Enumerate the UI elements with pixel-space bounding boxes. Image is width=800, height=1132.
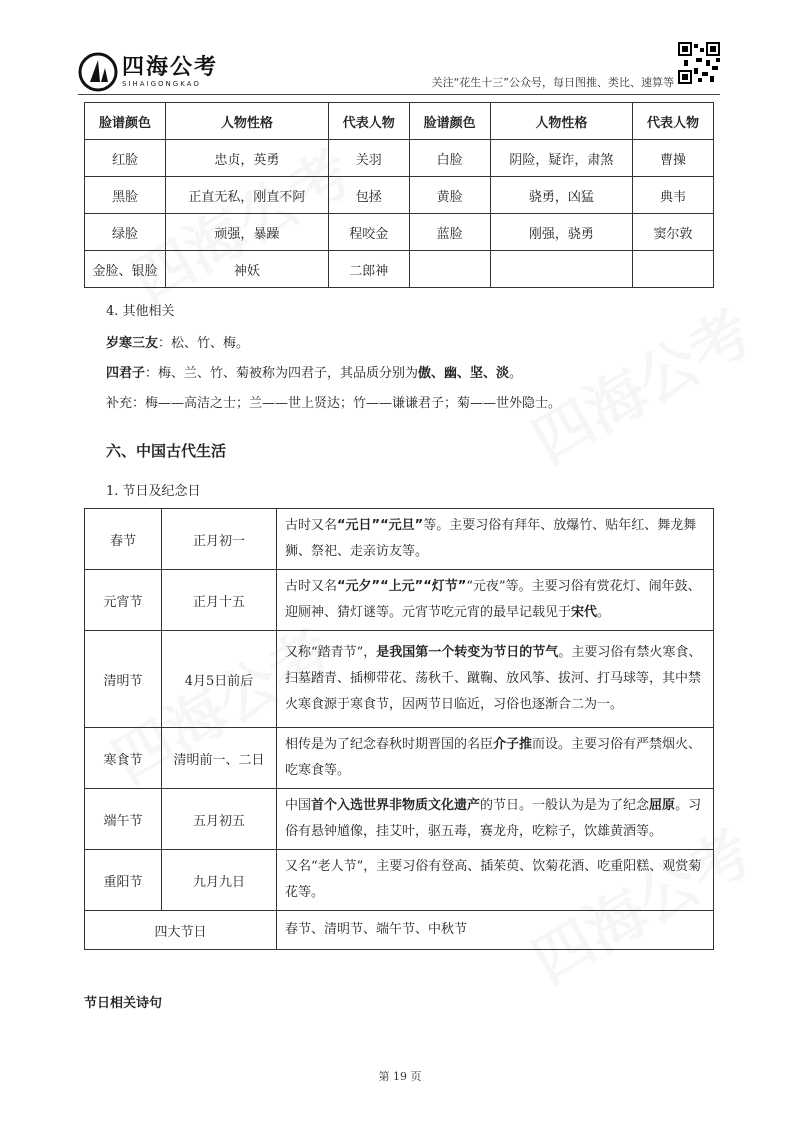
table-row xyxy=(85,570,714,631)
table-cell xyxy=(490,251,632,288)
table-cell: 四大节日 xyxy=(85,911,277,950)
logo xyxy=(78,52,218,92)
bold-text: 屈原 xyxy=(649,798,676,813)
page-header xyxy=(78,40,720,96)
table-cell: 骁勇，凶猛 xyxy=(490,177,632,214)
sail-logo-icon xyxy=(78,52,118,92)
bold-text: “元日”“元旦” xyxy=(337,518,424,533)
table-cell xyxy=(633,251,714,288)
text: 相传是为了纪念春秋时期晋国的名臣 xyxy=(285,737,494,752)
table-row xyxy=(85,631,714,728)
table-cell: 蓝脸 xyxy=(409,214,490,251)
table-cell: 典韦 xyxy=(633,177,714,214)
subsection-title: 1. 节日及纪念日 xyxy=(106,484,201,499)
table-cell: 白脸 xyxy=(409,140,490,177)
table-row xyxy=(85,214,714,251)
table-header-row xyxy=(85,103,714,140)
text: 等。主要习俗有拜年、放爆竹、贴年红、舞龙舞狮、祭祀、走亲访友等。 xyxy=(285,518,697,559)
festival-table xyxy=(84,508,714,950)
festival-date: 4月5日前后 xyxy=(162,631,277,728)
paragraph-supplement: 补充：梅——高洁之士；兰——世上贤达；竹——谦谦君子；菊——世外隐士。 xyxy=(106,396,562,411)
logo-subtitle: SIHAIGONGKAO xyxy=(122,80,201,88)
header-cell: 代表人物 xyxy=(633,103,714,140)
text: 。习俗有悬钟馗像，挂艾叶，驱五毒，赛龙舟，吃粽子，饮雄黄酒等。 xyxy=(285,798,702,839)
festival-date: 正月十五 xyxy=(162,570,277,631)
festival-description xyxy=(277,850,714,911)
festival-date: 清明前一、二日 xyxy=(162,728,277,789)
text: 又称“踏青节”， xyxy=(285,645,377,660)
table-row xyxy=(85,911,714,950)
term: 岁寒三友 xyxy=(106,336,159,351)
table-cell: 黑脸 xyxy=(85,177,166,214)
table-cell: 程咬金 xyxy=(328,214,409,251)
text: “元夜”等。主要习俗有赏花灯、闹年鼓、迎厕神、猜灯谜等。元宵节吃元宵的最早记载见于 xyxy=(285,579,701,620)
festival-name: 春节 xyxy=(85,509,162,570)
mask-color-table xyxy=(84,102,714,288)
table-row xyxy=(85,850,714,911)
festival-description xyxy=(277,728,714,789)
table-cell: 神妖 xyxy=(165,251,328,288)
section-heading: 六、中国古代生活 xyxy=(106,442,227,460)
table-cell: 窦尔敦 xyxy=(633,214,714,251)
table-cell: 黄脸 xyxy=(409,177,490,214)
bold-text: 傲、幽、坚、淡 xyxy=(418,366,510,381)
table-row xyxy=(85,177,714,214)
text: 又名“老人节”，主要习俗有登高、插茱萸、饮菊花酒、吃重阳糕、观赏菊花等。 xyxy=(285,859,702,900)
table-cell: 曹操 xyxy=(633,140,714,177)
festival-name: 元宵节 xyxy=(85,570,162,631)
table-row xyxy=(85,728,714,789)
text: ：松、竹、梅。 xyxy=(158,336,250,351)
bold-text: 介子推 xyxy=(493,737,533,752)
text: 。主要习俗有禁火寒食、扫墓踏青、插柳带花、荡秋千、蹴鞠、放风筝、拔河、打马球等，其中禁火寒食源于寒食节，因两节日临近，习俗也逐渐合二为一。 xyxy=(285,645,702,712)
text: 古时又名 xyxy=(285,518,338,533)
watermark xyxy=(515,286,766,480)
table-cell: 红脸 xyxy=(85,140,166,177)
table-row xyxy=(85,789,714,850)
paragraph-three-friends xyxy=(106,334,249,354)
qr-code-icon xyxy=(678,42,720,84)
table-cell: 绿脸 xyxy=(85,214,166,251)
festival-name: 端午节 xyxy=(85,789,162,850)
text: 。 xyxy=(597,605,611,620)
table-cell: 金脸、银脸 xyxy=(85,251,166,288)
table-cell xyxy=(409,251,490,288)
header-cell: 代表人物 xyxy=(328,103,409,140)
text: 中国 xyxy=(285,798,312,813)
text: ：梅、兰、竹、菊被称为四君子，其品质分别为 xyxy=(145,366,419,381)
table-cell: 忠贞，英勇 xyxy=(165,140,328,177)
bold-text: “元夕”“上元”“灯节” xyxy=(337,579,467,594)
poems-title: 节日相关诗句 xyxy=(84,996,163,1011)
table-cell: 二郎神 xyxy=(328,251,409,288)
festival-name: 重阳节 xyxy=(85,850,162,911)
festival-description xyxy=(277,789,714,850)
text: 的节日。一般认为是为了纪念 xyxy=(480,798,650,813)
text: 。 xyxy=(509,366,523,381)
table-cell: 刚强，骁勇 xyxy=(490,214,632,251)
text: 而设。主要习俗有严禁烟火、吃寒食等。 xyxy=(285,737,702,778)
festival-date: 五月初五 xyxy=(162,789,277,850)
table-row xyxy=(85,509,714,570)
festival-description xyxy=(277,509,714,570)
festival-description xyxy=(277,570,714,631)
subsection-title: 4. 其他相关 xyxy=(106,304,175,319)
festival-description xyxy=(277,631,714,728)
table-cell: 春节、清明节、端午节、中秋节 xyxy=(277,911,714,950)
festival-date: 正月初一 xyxy=(162,509,277,570)
term: 四君子 xyxy=(106,366,146,381)
festival-name: 清明节 xyxy=(85,631,162,728)
logo-name: 四海公考 xyxy=(122,55,219,80)
header-cell: 人物性格 xyxy=(165,103,328,140)
text: 古时又名 xyxy=(285,579,338,594)
table-cell: 正直无私，刚直不阿 xyxy=(165,177,328,214)
table-row xyxy=(85,140,714,177)
header-cell: 脸谱颜色 xyxy=(85,103,166,140)
festival-name: 寒食节 xyxy=(85,728,162,789)
bold-text: 是我国第一个转变为节日的节气 xyxy=(376,645,559,660)
header-note: 关注“花生十三”公众号，每日图推、类比、速算等 xyxy=(431,76,674,89)
table-row xyxy=(85,251,714,288)
paragraph-four-gentlemen xyxy=(106,364,522,384)
table-cell: 包拯 xyxy=(328,177,409,214)
bold-text: 首个入选世界非物质文化遗产 xyxy=(311,798,481,813)
bold-text: 宋代 xyxy=(571,605,598,620)
table-cell: 关羽 xyxy=(328,140,409,177)
table-cell: 阴险，疑诈，肃煞 xyxy=(490,140,632,177)
table-cell: 顽强，暴躁 xyxy=(165,214,328,251)
header-rule xyxy=(78,94,720,95)
festival-date: 九月九日 xyxy=(162,850,277,911)
header-cell: 脸谱颜色 xyxy=(409,103,490,140)
header-cell: 人物性格 xyxy=(490,103,632,140)
page-number: 第 19 页 xyxy=(378,1070,422,1083)
